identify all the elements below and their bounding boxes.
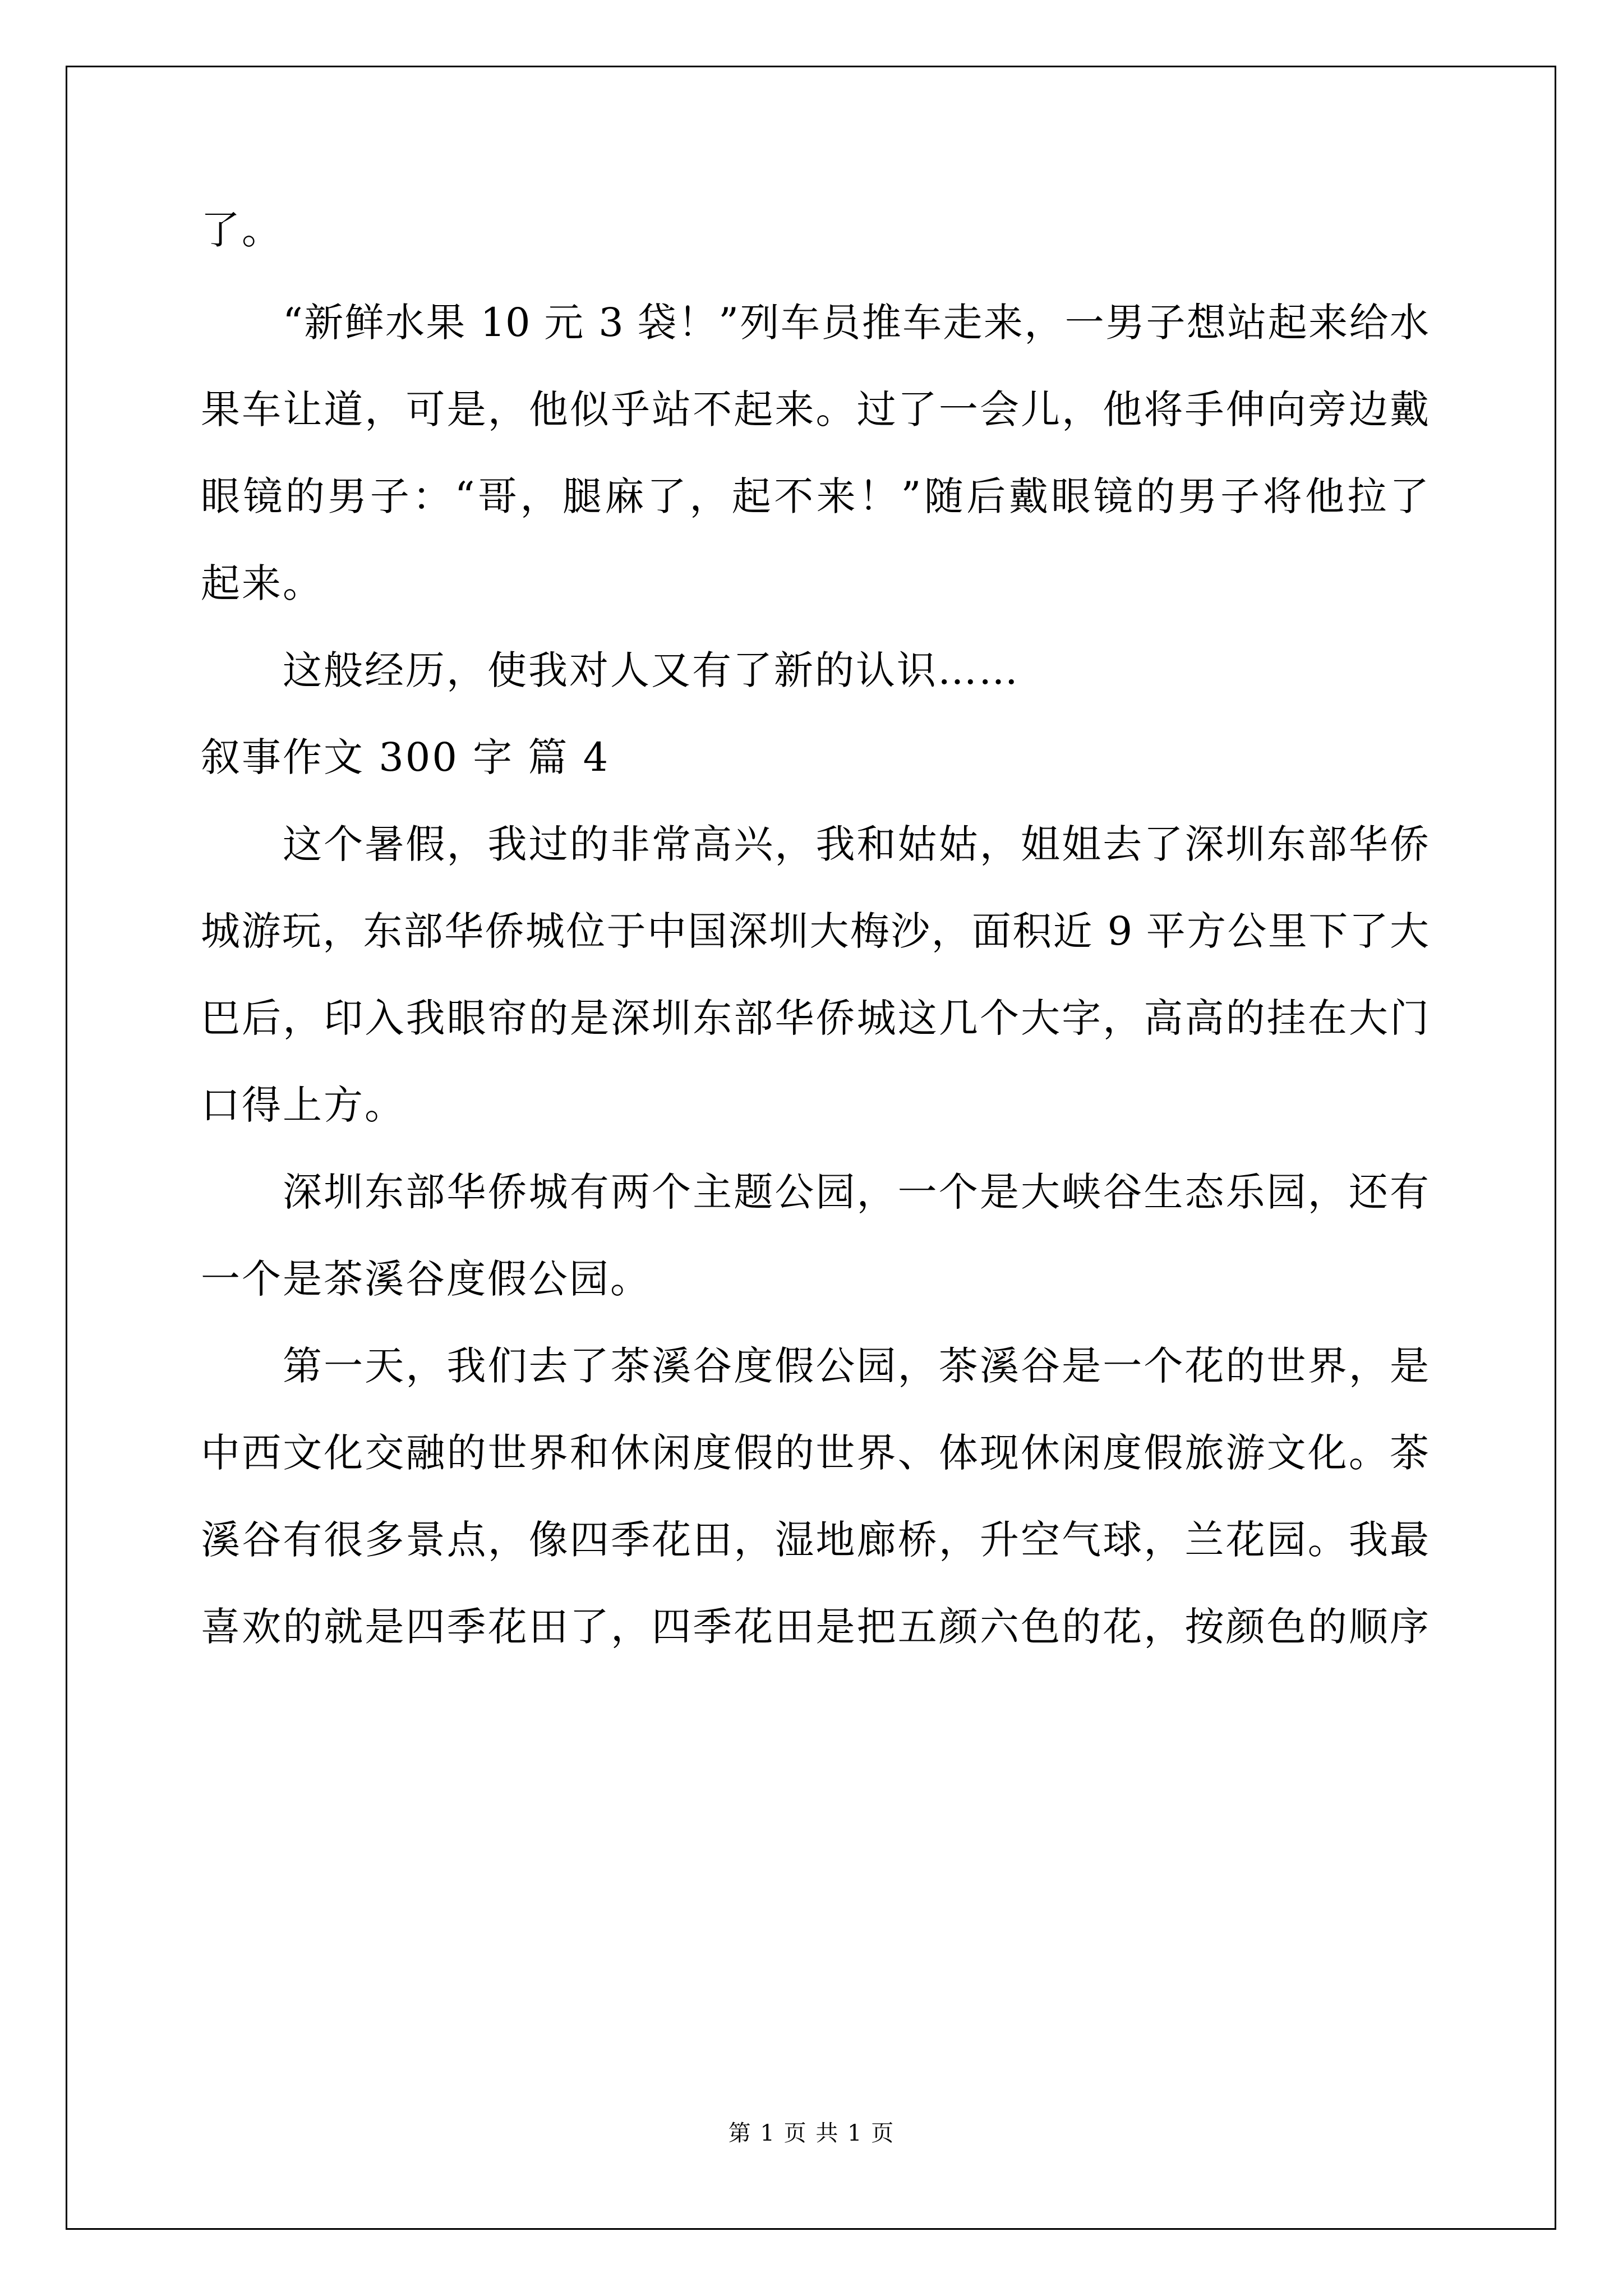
text-line: 喜欢的就是四季花田了，四季花田是把五颜六色的花，按颜色的顺序	[201, 1604, 1429, 1650]
text-line: 了。	[201, 207, 283, 253]
text-line: 深圳东部华侨城有两个主题公园，一个是大峡谷生态乐园，还有	[283, 1169, 1429, 1215]
text-line: “新鲜水果 10 元 3 袋！”列车员推车走来，一男子想站起来给水	[283, 300, 1429, 346]
text-line: 这个暑假，我过的非常高兴，我和姑姑，姐姐去了深圳东部华侨	[283, 821, 1429, 867]
text-line: 城游玩，东部华侨城位于中国深圳大梅沙，面积近 9 平方公里下了大	[201, 908, 1429, 954]
text-line: 果车让道，可是，他似乎站不起来。过了一会儿，他将手伸向旁边戴	[201, 386, 1429, 432]
text-line: 起来。	[201, 560, 324, 606]
section-heading: 叙事作文 300 字 篇 4	[201, 734, 610, 780]
text-line: 眼镜的男子：“哥，腿麻了，起不来！”随后戴眼镜的男子将他拉了	[201, 473, 1429, 519]
text-line: 口得上方。	[201, 1082, 405, 1128]
text-line: 第一天，我们去了茶溪谷度假公园，茶溪谷是一个花的世界，是	[283, 1343, 1429, 1389]
text-line: 巴后，印入我眼帘的是深圳东部华侨城这几个大字，高高的挂在大门	[201, 995, 1429, 1041]
text-line: 溪谷有很多景点，像四季花田，湿地廊桥，升空气球，兰花园。我最	[201, 1517, 1429, 1563]
text-line: 一个是茶溪谷度假公园。	[201, 1256, 651, 1302]
page-footer: 第 1 页 共 1 页	[728, 2120, 895, 2146]
text-line: 这般经历，使我对人又有了新的认识……	[283, 647, 1020, 693]
text-line: 中西文化交融的世界和休闲度假的世界、体现休闲度假旅游文化。茶	[201, 1430, 1429, 1476]
